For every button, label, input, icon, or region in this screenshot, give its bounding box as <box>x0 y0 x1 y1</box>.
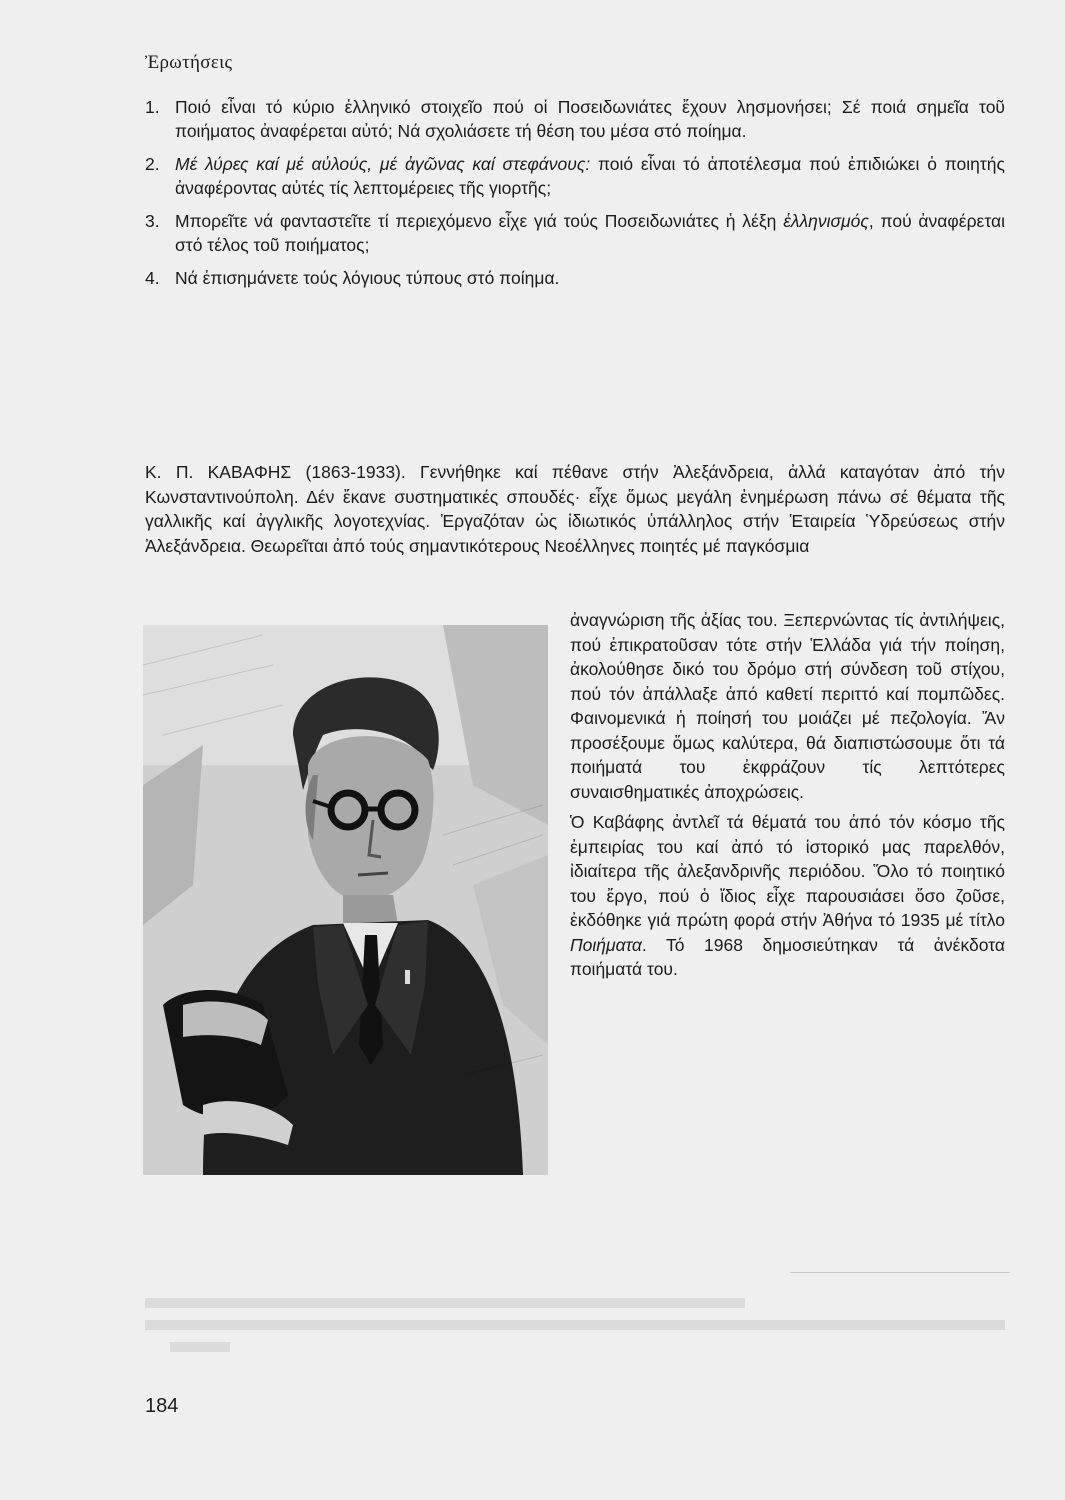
question-item <box>145 95 1005 143</box>
bio-intro: Κ. Π. ΚΑΒΑΦΗΣ (1863-1933). Γεννήθηκε καί πέθανε στήν Ἀλεξάνδρεια, ἀλλά καταγόταν ἀπό τήν Κωνσταντινούπολη. Δέν ἔκανε συστηματικές σπουδές· εἶχε ὅμως μεγάλη ἐνημέρωση πάνω σέ θέματα τῆς γαλλικῆς καί ἀγγλικῆς λογοτεχνίας. Ἐργαζόταν ὡς ἰδιωτικός ὑπάλληλος στήν Ἑταιρεία Ὑδρεύσεως στήν Ἀλεξάνδρεια. Θεωρεῖται ἀπό τούς σημαντικότερους Νεοέλληνες ποιητές μέ παγκόσμια <box>145 462 1005 556</box>
page-number: 184 <box>145 1395 179 1417</box>
book-title: Ποιήματα <box>570 934 642 955</box>
question-quote: Μέ λύρες καί μέ αὐλούς, μέ ἀγῶνας καί στεφάνους: <box>175 154 591 174</box>
question-text: Νά ἐπισημάνετε τούς λόγιους τύπους στό ποίημα. <box>175 268 560 288</box>
question-item <box>145 266 1005 290</box>
question-text: Μπορεῖτε νά φανταστεῖτε τί περιεχόμενο εἶχε γιά τούς Ποσειδωνιάτες ἡ λέξη <box>175 211 777 231</box>
question-text: ποιό εἶναι τό ἀποτέλεσμα πού ἐπιδιώκει ὁ ποιητής ἀναφέροντας αὐτές τίς λεπτομέρειες τῆς γιορτῆς; <box>175 154 1005 198</box>
bio-paragraph-end: . Τό 1968 δημοσιεύτηκαν τά ἀνέκδοτα ποιήματά του. <box>570 934 1005 979</box>
question-item <box>145 152 1005 200</box>
questions-heading: Ἐρωτήσεις <box>145 52 233 73</box>
question-term: ἑλληνισμός <box>783 211 869 231</box>
portrait-photo <box>143 625 548 1175</box>
question-item <box>145 209 1005 257</box>
question-number: 2. <box>145 154 160 174</box>
bio-paragraph-text: Ὁ Καβάφης ἀντλεῖ τά θέματά του ἀπό τόν κόσμο τῆς ἐμπειρίας του καί ἀπό τό ἱστορικό μας παρελθόν, ἰδιαίτερα τῆς ἀλεξανδρινῆς περιόδου. Ὅλο τό ποιητικό του ἔργο, πού ὁ ἴδιος εἶχε παρουσιάσει ὅσο ζοῦσε, ἐκδόθηκε γιά πρώτη φορά στήν Ἀθήνα τό 1935 μέ τίτλο <box>570 812 1005 930</box>
questions-list <box>145 95 1005 299</box>
portrait-illustration <box>143 625 548 1175</box>
footnote-divider <box>790 1272 1010 1273</box>
question-number: 4. <box>145 268 160 288</box>
question-number: 3. <box>145 211 160 231</box>
question-text: Ποιό εἶναι τό κύριο ἑλληνικό στοιχεῖο πού οἱ Ποσειδωνιάτες ἔχουν λησμονήσει; Σέ ποιά σημεῖα τοῦ ποιήματος ἀναφέρεται αὐτό; Νά σχολιάσετε τή θέση του μέσα στό ποίημα. <box>175 97 1005 141</box>
bio-column <box>570 608 1005 988</box>
bleed-through-texture <box>145 1290 1005 1360</box>
question-text-after: , πού ἀναφέρεται στό τέλος τοῦ ποιήματος; <box>175 211 1005 255</box>
bio-paragraph: ἀναγνώριση τῆς ἀξίας του. Ξεπερνώντας τίς ἀντιλήψεις, πού ἐπικρατοῦσαν τότε στήν Ἑλλάδα γιά τήν ποίηση, ἀκολούθησε δικό του δρόμο στή σύνδεση τοῦ στίχου, πού τόν ἀπάλλαξε ἀπό καθετί περιττό καί πομπῶδες. Φαινομενικά ἡ ποίησή του μοιάζει μέ πεζολογία. Ἄν προσέξουμε ὅμως καλύτερα, θά διαπιστώσουμε ὅτι τά ποιήματά του ἐκφράζουν τίς λεπτότερες συναισθηματικές ἀποχρώσεις. <box>570 610 1005 802</box>
question-number: 1. <box>145 97 160 117</box>
bio-paragraph <box>570 810 1005 982</box>
